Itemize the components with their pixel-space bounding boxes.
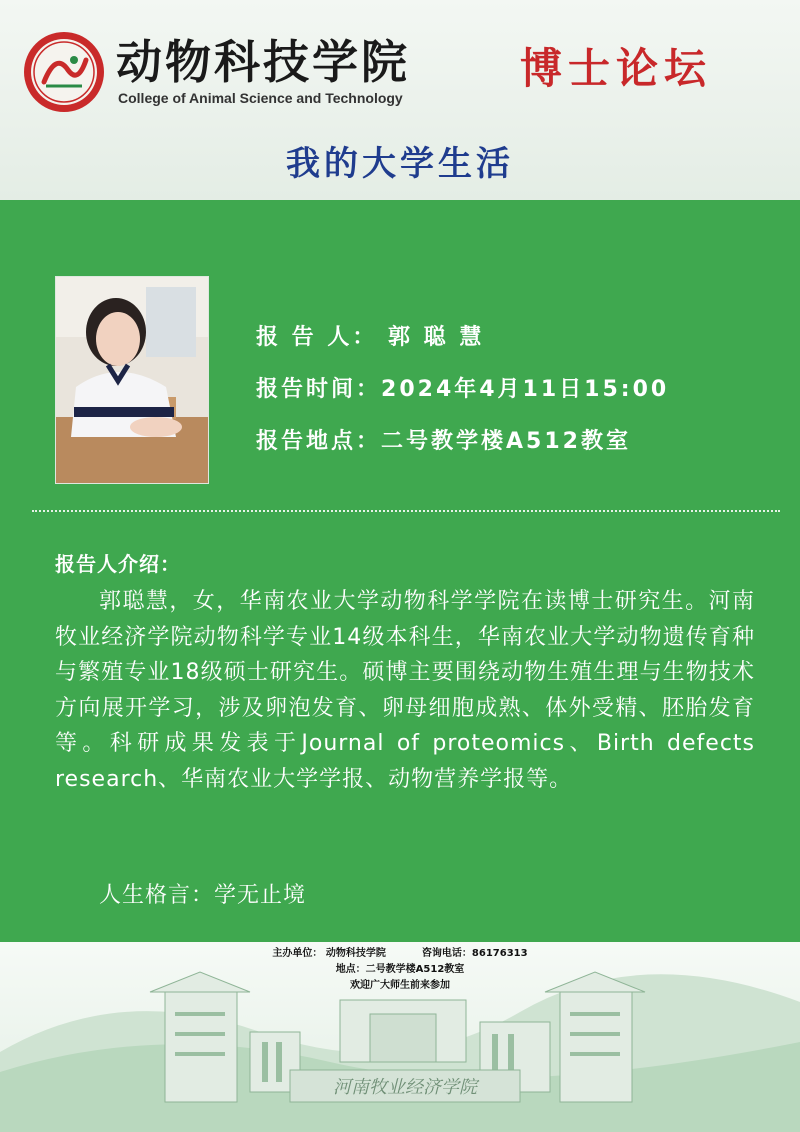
footer-info [0,946,800,994]
host-unit: 主办单位： 动物科技学院 [272,948,386,959]
contact-phone: 咨询电话：86176313 [421,948,528,959]
college-name-en: College of Animal Science and Technology [118,90,403,106]
college-name-cn: 动物科技学院 [116,35,410,89]
place-value: 二号教学楼A512教室 [381,429,631,454]
presenter-name: 郭 聪 慧 [388,325,485,350]
presenter-label: 报 告 人： [256,325,378,350]
intro-paragraph: 郭聪慧，女，华南农业大学动物科学学院在读博士研究生。河南牧业经济学院动物科学专业14级本科生，华南农业大学动物遗传育种与繁殖专业18级硕士研究生。硕博主要围绕动物生殖生理与生物技术方向展开学习，涉及卵泡发育、卵母细胞成熟、体外受精、胚胎发育等。科研成果发表于Journal of proteomics、Birth defects research、华南农业大学学报、动物营养学报等。 [55,589,755,792]
dotted-divider [32,510,780,512]
welcome-note: 欢迎广大师生前来参加 [350,980,450,991]
place-row [256,424,631,455]
time-row [256,372,669,403]
time-label: 报告时间： [256,377,382,402]
college-seal-logo [22,30,106,114]
presenter-row [256,320,484,351]
lecture-topic: 我的大学生活 [286,144,514,184]
forum-title: 博士论坛 [520,44,713,93]
event-location: 地点：二号教学楼A512教室 [335,964,465,975]
time-value: 2024年4月11日15:00 [381,377,670,402]
motto: 人生格言：学无止境 [99,883,307,908]
gate-sign-text: 河南牧业经济学院 [333,1077,477,1098]
intro-heading: 报告人介绍： [55,552,181,576]
speaker-photo [55,276,209,484]
place-label: 报告地点： [256,429,382,454]
